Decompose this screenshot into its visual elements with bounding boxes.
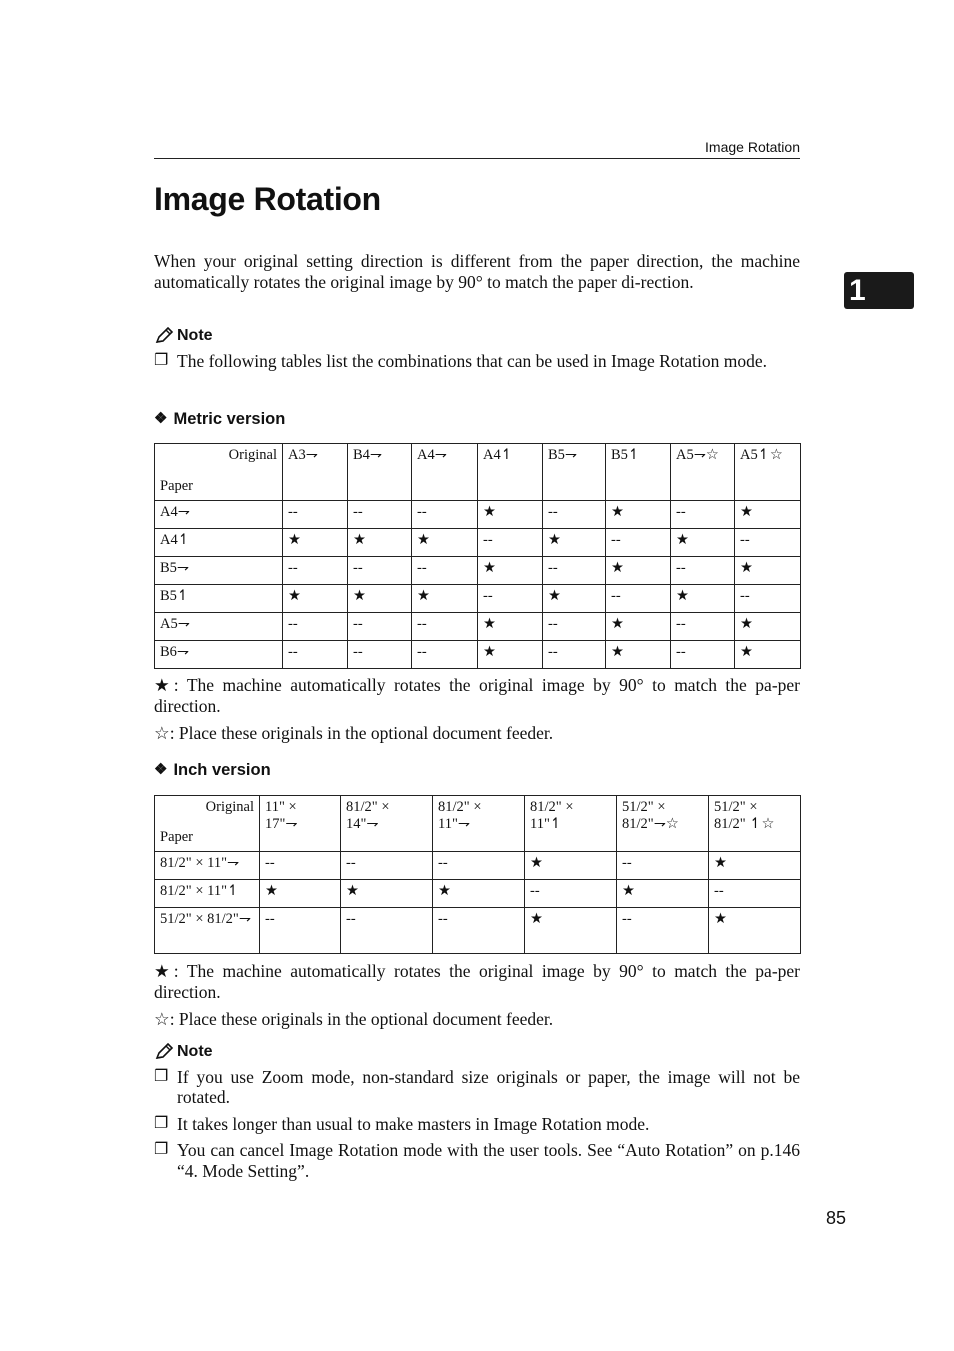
table-cell: -- xyxy=(412,557,478,585)
table-cell: ★ xyxy=(260,880,341,908)
table-cell: -- xyxy=(478,585,543,613)
intro-paragraph: When your original setting direction is different from the paper direction, the machine automatically rotates the original image by 90° to match the paper di-rection. xyxy=(154,251,800,292)
table-cell: -- xyxy=(260,852,341,880)
table-cell: ★ xyxy=(478,613,543,641)
note-item: ❐ The following tables list the combinations that can be used in Image Rotation mode. xyxy=(154,350,768,371)
hollow-star-legend: ☆: Place these originals in the optional document feeder. xyxy=(154,1009,554,1029)
table-cell: ★ xyxy=(735,501,801,529)
column-header: 81/2" × 14"⇁ xyxy=(341,796,433,852)
inch-legend xyxy=(154,961,800,1030)
table-cell: -- xyxy=(525,880,617,908)
pencil-icon xyxy=(154,327,174,345)
hollow-star-legend: ☆: Place these originals in the optional document feeder. xyxy=(154,723,554,743)
column-header: 51/2" × 81/2" ↿☆ xyxy=(709,796,801,852)
table-cell: ★ xyxy=(709,908,801,954)
table-header-row xyxy=(155,444,801,501)
column-header: B4⇁ xyxy=(348,444,412,501)
note-item: ❐ If you use Zoom mode, non-standard size originals or paper, the image will not be rotated. xyxy=(154,1066,800,1107)
table-row xyxy=(155,585,801,613)
running-head: Image Rotation xyxy=(705,139,800,155)
checkbox-icon: ❐ xyxy=(154,1067,169,1085)
column-header: 11" × 17"⇁ xyxy=(260,796,341,852)
table-cell: -- xyxy=(348,641,412,669)
table-cell: -- xyxy=(671,613,735,641)
table-cell: ★ xyxy=(606,613,671,641)
metric-legend xyxy=(154,675,800,744)
table-cell: -- xyxy=(283,613,348,641)
table-row xyxy=(155,529,801,557)
table-cell: ★ xyxy=(617,880,709,908)
row-label: 81/2" × 11"⇁ xyxy=(155,852,260,880)
table-cell: ★ xyxy=(525,908,617,954)
page-number: 85 xyxy=(825,1208,846,1228)
table-row xyxy=(155,613,801,641)
row-label: 81/2" × 11"↿ xyxy=(155,880,260,908)
table-cell: -- xyxy=(543,613,606,641)
row-label: A5⇁ xyxy=(155,613,283,641)
column-header: 51/2" × 81/2"⇁☆ xyxy=(617,796,709,852)
table-cell: -- xyxy=(543,557,606,585)
table-cell: ★ xyxy=(606,501,671,529)
table-cell: ★ xyxy=(543,585,606,613)
table-cell: -- xyxy=(709,880,801,908)
table-cell: ★ xyxy=(735,557,801,585)
table-cell: -- xyxy=(735,585,801,613)
column-header: A5⇁☆ xyxy=(671,444,735,501)
table-cell: -- xyxy=(606,585,671,613)
table-cell: ★ xyxy=(341,880,433,908)
table-cell: ★ xyxy=(412,529,478,557)
table-header-row xyxy=(155,796,801,852)
row-label: 51/2" × 81/2"⇁ xyxy=(155,908,260,954)
table-cell: ★ xyxy=(348,585,412,613)
table-cell: ★ xyxy=(606,557,671,585)
row-label: B5⇁ xyxy=(155,557,283,585)
inch-table xyxy=(154,795,801,954)
table-cell: ★ xyxy=(412,585,478,613)
table-cell: -- xyxy=(283,501,348,529)
table-cell: -- xyxy=(606,529,671,557)
table-cell: -- xyxy=(412,501,478,529)
column-header: A3⇁ xyxy=(283,444,348,501)
diamond-icon: ❖ xyxy=(154,410,168,427)
table-cell: -- xyxy=(341,852,433,880)
table-cell: -- xyxy=(412,613,478,641)
corner-cell: Original Paper xyxy=(155,444,283,501)
table-cell: -- xyxy=(543,641,606,669)
column-header: 81/2" × 11"⇁ xyxy=(433,796,525,852)
row-label: B6⇁ xyxy=(155,641,283,669)
note-item: ❐ You can cancel Image Rotation mode with the user tools. See “Auto Rotation” on p.146 “4. Mode Setting”. xyxy=(154,1140,800,1181)
star-legend: ★: The machine automatically rotates the original image by 90° to match the pa-per direction. xyxy=(154,961,800,1002)
checkbox-icon: ❐ xyxy=(154,1141,169,1158)
table-cell: -- xyxy=(348,557,412,585)
table-cell: -- xyxy=(671,501,735,529)
table-cell: -- xyxy=(617,852,709,880)
table-row xyxy=(155,880,801,908)
checkbox-icon: ❐ xyxy=(154,351,169,369)
diamond-icon: ❖ xyxy=(154,761,168,778)
table-row xyxy=(155,557,801,585)
table-cell: ★ xyxy=(478,641,543,669)
table-cell: ★ xyxy=(478,557,543,585)
note-label: Note xyxy=(177,327,213,344)
table-cell: -- xyxy=(260,908,341,954)
table-cell: -- xyxy=(478,529,543,557)
table-cell: ★ xyxy=(735,641,801,669)
row-label: B5↿ xyxy=(155,585,283,613)
column-header: B5↿ xyxy=(606,444,671,501)
table-cell: -- xyxy=(412,641,478,669)
note-item: ❐ It takes longer than usual to make masters in Image Rotation mode. xyxy=(154,1113,650,1134)
row-label: A4↿ xyxy=(155,529,283,557)
table-cell: -- xyxy=(543,501,606,529)
table-cell: ★ xyxy=(283,585,348,613)
metric-table xyxy=(154,443,801,669)
table-cell: ★ xyxy=(606,641,671,669)
row-label: A4⇁ xyxy=(155,501,283,529)
table-row xyxy=(155,501,801,529)
note-heading xyxy=(154,326,800,347)
table-cell: ★ xyxy=(671,529,735,557)
table-cell: -- xyxy=(671,557,735,585)
header-rule xyxy=(154,158,800,159)
note-heading xyxy=(154,1042,800,1063)
table-cell: ★ xyxy=(433,880,525,908)
column-header: B5⇁ xyxy=(543,444,606,501)
table-row xyxy=(155,908,801,954)
column-header: A5↿☆ xyxy=(735,444,801,501)
table-cell: -- xyxy=(348,501,412,529)
table-cell: ★ xyxy=(709,852,801,880)
pencil-icon xyxy=(154,1043,174,1061)
column-header: A4↿ xyxy=(478,444,543,501)
inch-heading: ❖ Inch version xyxy=(154,761,271,779)
table-cell: ★ xyxy=(735,613,801,641)
table-cell: -- xyxy=(735,529,801,557)
table-row xyxy=(155,852,801,880)
table-cell: ★ xyxy=(543,529,606,557)
checkbox-icon: ❐ xyxy=(154,1114,169,1132)
star-legend: ★: The machine automatically rotates the original image by 90° to match the pa-per direction. xyxy=(154,675,800,716)
table-cell: ★ xyxy=(283,529,348,557)
note-label: Note xyxy=(177,1043,213,1060)
chapter-tab: 1 xyxy=(844,272,914,309)
corner-cell: Original Paper xyxy=(155,796,260,852)
table-cell: -- xyxy=(341,908,433,954)
table-cell: ★ xyxy=(348,529,412,557)
table-cell: -- xyxy=(348,613,412,641)
table-cell: -- xyxy=(433,908,525,954)
note-block-1 xyxy=(154,326,800,371)
table-cell: -- xyxy=(433,852,525,880)
table-cell: ★ xyxy=(478,501,543,529)
table-cell: ★ xyxy=(525,852,617,880)
column-header: 81/2" × 11"↿ xyxy=(525,796,617,852)
table-cell: -- xyxy=(283,557,348,585)
metric-heading: ❖ Metric version xyxy=(154,410,286,428)
table-row xyxy=(155,641,801,669)
table-cell: -- xyxy=(671,641,735,669)
table-cell: ★ xyxy=(671,585,735,613)
page-title: Image Rotation xyxy=(154,181,381,217)
table-cell: -- xyxy=(617,908,709,954)
column-header: A4⇁ xyxy=(412,444,478,501)
table-cell: -- xyxy=(283,641,348,669)
note-block-2 xyxy=(154,1042,800,1181)
